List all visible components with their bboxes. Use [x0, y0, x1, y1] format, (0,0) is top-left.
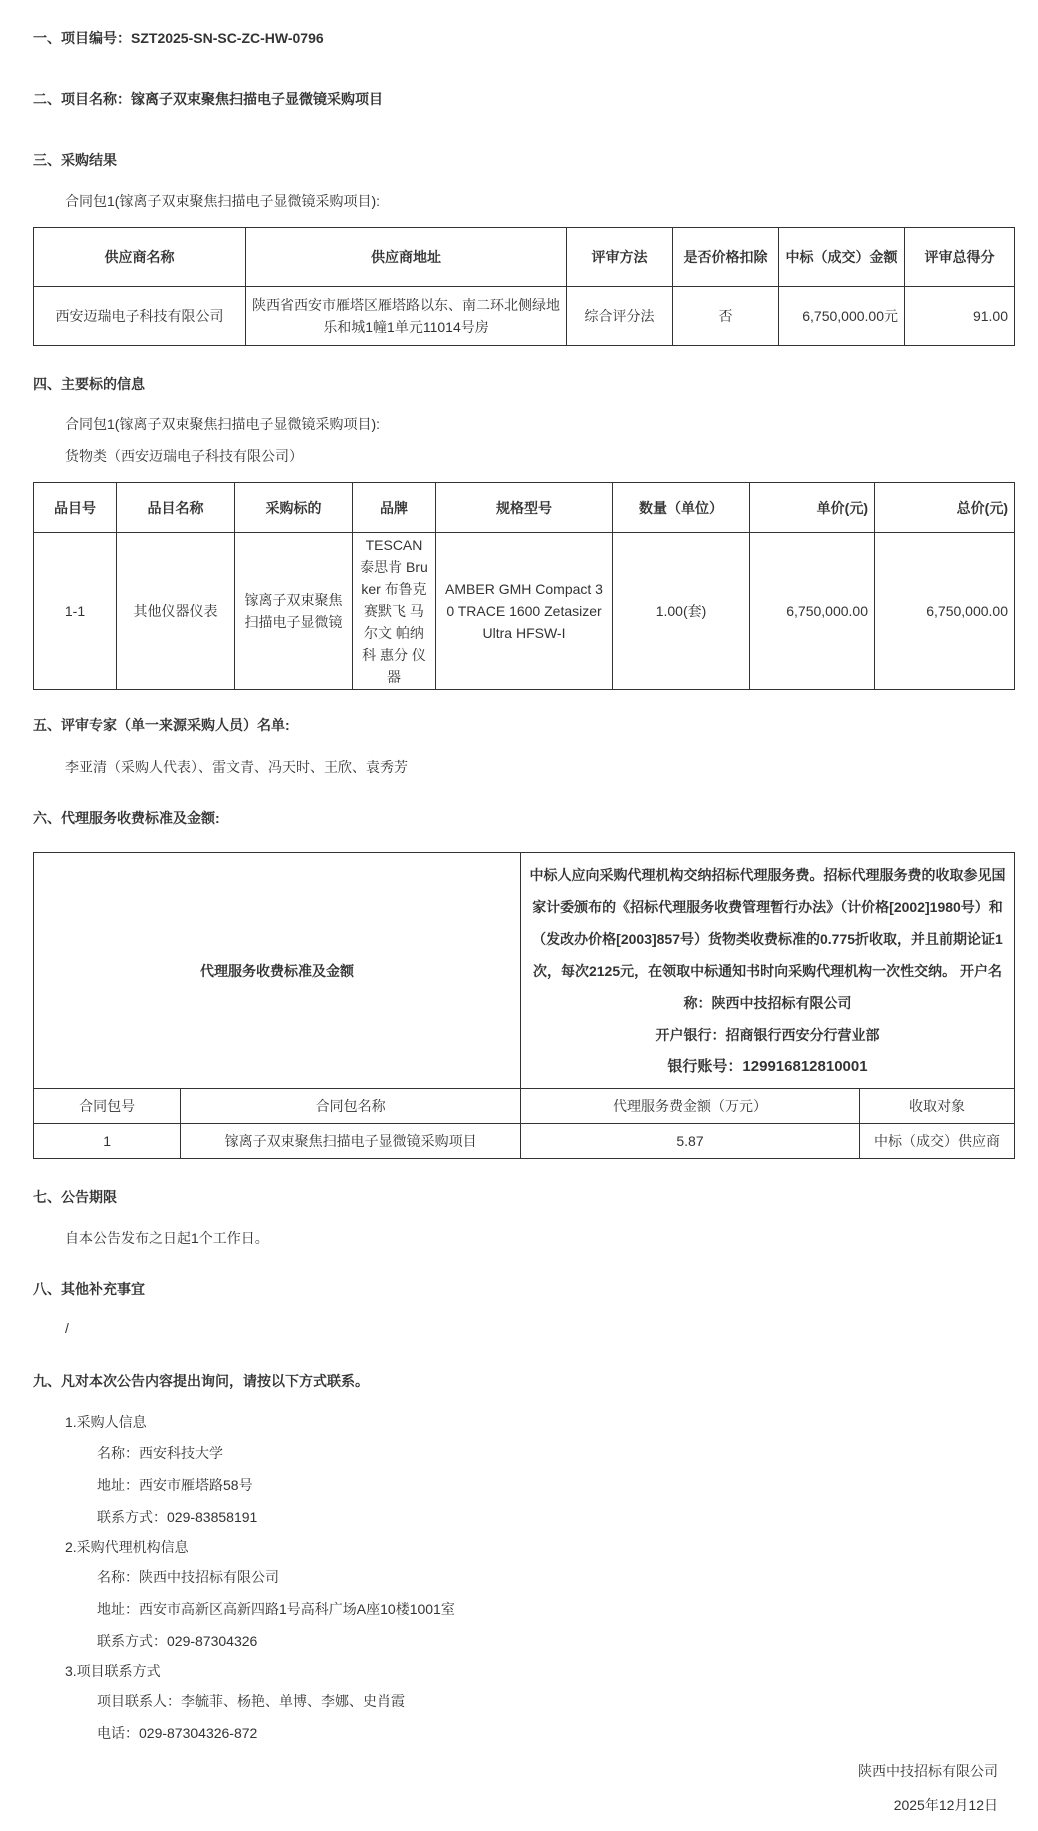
fee-package-name: 镓离子双束聚焦扫描电子显微镜采购项目 [181, 1124, 521, 1159]
project-contacts: 项目联系人：李毓菲、杨艳、单博、李娜、史肖霞 [97, 1693, 405, 1709]
table-header: 规格型号 [436, 483, 613, 533]
table-header: 中标（成交）金额 [779, 228, 905, 287]
table-header: 单价(元) [750, 483, 875, 533]
table-header-row [34, 1089, 1015, 1124]
project-name-label: 二、项目名称： [33, 91, 131, 107]
table-header: 总价(元) [875, 483, 1015, 533]
table-row [34, 287, 1015, 346]
notice-period: 自本公告发布之日起1个工作日。 [65, 1230, 269, 1246]
table-header-row [34, 228, 1015, 287]
section-6-title: 六、代理服务收费标准及金额: [33, 810, 220, 826]
buyer-phone: 联系方式：029-83858191 [97, 1509, 258, 1525]
project-phone: 电话：029-87304326-872 [97, 1725, 258, 1741]
table-header: 评审总得分 [905, 228, 1015, 287]
item-model: AMBER GMH Compact 30 TRACE 1600 Zetasizer Ultra HFSW-I [436, 533, 613, 690]
fee-table [33, 852, 1015, 1159]
table-header: 品目名称 [117, 483, 235, 533]
buyer-info-title: 1.采购人信息 [65, 1414, 147, 1430]
supplier-address: 陕西省西安市雁塔区雁塔路以东、南二环北侧绿地乐和城1幢1单元11014号房 [246, 287, 567, 346]
table-header: 评审方法 [567, 228, 673, 287]
section-9-title: 九、凡对本次公告内容提出询问，请按以下方式联系。 [33, 1373, 369, 1389]
agent-name: 名称：陕西中技招标有限公司 [97, 1569, 279, 1585]
section-4-package: 合同包1(镓离子双束聚焦扫描电子显微镜采购项目): [65, 416, 380, 432]
item-quantity: 1.00(套) [613, 533, 750, 690]
project-contact-title: 3.项目联系方式 [65, 1663, 161, 1679]
section-4-category: 货物类（西安迈瑞电子科技有限公司） [65, 448, 303, 464]
section-5-title: 五、评审专家（单一来源采购人员）名单: [33, 717, 290, 733]
supplier-name: 西安迈瑞电子科技有限公司 [34, 287, 246, 346]
table-header: 采购标的 [235, 483, 353, 533]
table-header: 品牌 [353, 483, 436, 533]
section-4-title: 四、主要标的信息 [33, 376, 145, 392]
table-header: 供应商地址 [246, 228, 567, 287]
section-7-title: 七、公告期限 [33, 1189, 117, 1205]
fee-package-number: 1 [34, 1124, 181, 1159]
fee-payer: 中标（成交）供应商 [860, 1124, 1015, 1159]
table-header: 合同包号 [34, 1089, 181, 1124]
expert-names: 李亚清（采购人代表）、雷文青、冯天时、王欣、袁秀芳 [65, 759, 408, 775]
review-score: 91.00 [905, 287, 1015, 346]
project-name [33, 89, 383, 109]
table-header: 收取对象 [860, 1089, 1015, 1124]
agent-phone: 联系方式：029-87304326 [97, 1633, 258, 1649]
table-header: 供应商名称 [34, 228, 246, 287]
table-header: 合同包名称 [181, 1089, 521, 1124]
item-unit-price: 6,750,000.00 [750, 533, 875, 690]
signature-date: 2025年12月12日 [893, 1797, 998, 1813]
award-amount: 6,750,000.00元 [779, 287, 905, 346]
item-total-price: 6,750,000.00 [875, 533, 1015, 690]
item-name: 其他仪器仪表 [117, 533, 235, 690]
fee-standard-label: 代理服务收费标准及金额 [34, 853, 521, 1089]
agent-address: 地址：西安市高新区高新四路1号高科广场A座10楼1001室 [97, 1601, 455, 1617]
table-row [34, 533, 1015, 690]
fee-standard-text [521, 853, 1015, 1089]
table-row [34, 1124, 1015, 1159]
signature-org: 陕西中技招标有限公司 [858, 1763, 998, 1779]
table-header: 代理服务费金额（万元） [521, 1089, 860, 1124]
other-matters: / [65, 1320, 69, 1336]
fee-amount: 5.87 [521, 1124, 860, 1159]
item-brand: TESCAN 泰思肯 Bruker 布鲁克 赛默飞 马尔文 帕纳科 惠分 仪器 [353, 533, 436, 690]
review-method: 综合评分法 [567, 287, 673, 346]
section-8-title: 八、其他补充事宜 [33, 1281, 145, 1297]
items-table [33, 482, 1015, 690]
project-name-value: 镓离子双束聚焦扫描电子显微镜采购项目 [131, 91, 383, 107]
bank-name: 开户银行：招商银行西安分行营业部 [655, 1026, 880, 1043]
result-table [33, 227, 1015, 346]
agent-info-title: 2.采购代理机构信息 [65, 1539, 189, 1555]
project-number-label: 一、项目编号： [33, 30, 131, 46]
fee-description-row [34, 853, 1015, 1089]
item-subject: 镓离子双束聚焦扫描电子显微镜 [235, 533, 353, 690]
section-3-title: 三、采购结果 [33, 152, 117, 168]
buyer-name: 名称：西安科技大学 [97, 1445, 223, 1461]
fee-description: 中标人应向采购代理机构交纳招标代理服务费。招标代理服务费的收取参见国家计委颁布的《招标代理服务收费管理暂行办法》（计价格[2002]1980号）和（发改办价格[2003]857号）货物类收费标准的0.775折收取，并且前期论证1次，每次2125元，在领取中标通知书时向采购代理机构一次性交纳。 开户名称：陕西中技招标有限公司 [529, 866, 1006, 1011]
project-number-value: SZT2025-SN-SC-ZC-HW-0796 [131, 30, 324, 46]
section-3-package: 合同包1(镓离子双束聚焦扫描电子显微镜采购项目): [65, 193, 380, 209]
item-number: 1-1 [34, 533, 117, 690]
bank-account: 银行账号：129916812810001 [667, 1057, 868, 1075]
table-header: 品目号 [34, 483, 117, 533]
buyer-address: 地址：西安市雁塔路58号 [97, 1477, 253, 1493]
table-header: 数量（单位） [613, 483, 750, 533]
table-header-row [34, 483, 1015, 533]
price-deduction: 否 [673, 287, 779, 346]
project-number [33, 28, 324, 48]
table-header: 是否价格扣除 [673, 228, 779, 287]
